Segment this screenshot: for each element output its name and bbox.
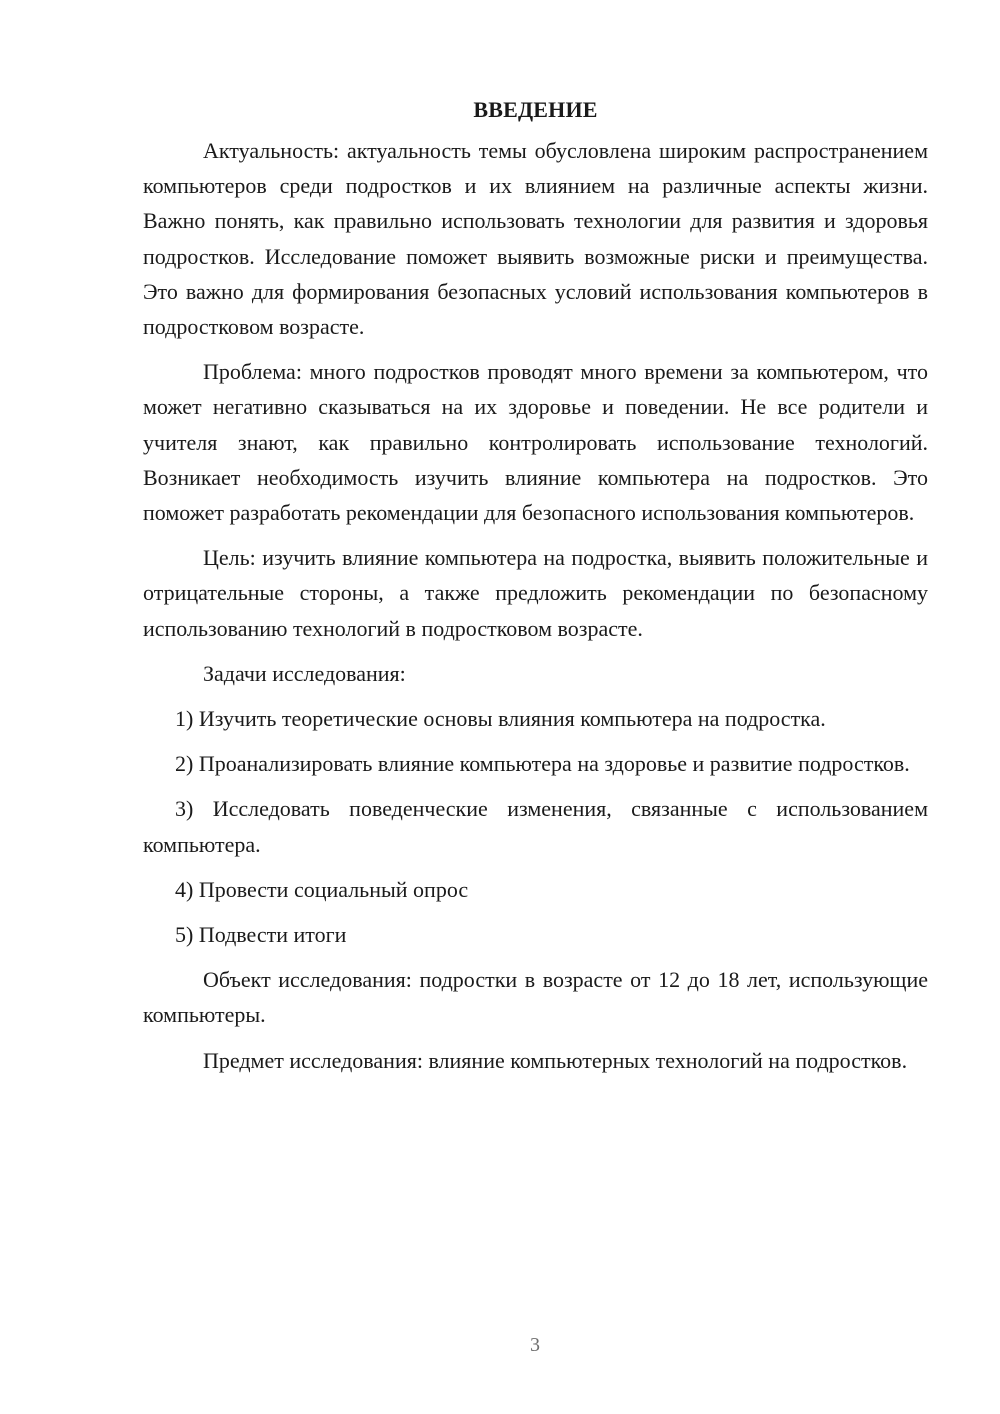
problem-paragraph: Проблема: много подростков проводят много времени за компьютером, что может негативно сказываться на их здоровье и поведении. Не все родители и учителя знают, как правильно контролировать использование технологий. Возникает необходимость изучить влияние компьютера на подростков. Это поможет разработать рекомендации для безопасного использования компьютеров. [143, 359, 928, 526]
object-paragraph: Объект исследования: подростки в возрасте от 12 до 18 лет, использующие компьютеры. [143, 967, 928, 1028]
page-number: 3 [530, 1334, 540, 1356]
goal-paragraph: Цель: изучить влияние компьютера на подростка, выявить положительные и отрицательные стороны, а также предложить рекомендации по безопасному использованию технологий в подростковом возрасте. [143, 545, 928, 641]
relevance-paragraph: Актуальность: актуальность темы обусловлена широким распространением компьютеров среди подростков и их влиянием на различные аспекты жизни. Важно понять, как правильно использовать технологии для развития и здоровья подростков. Исследование поможет выявить возможные риски и преимущества. Это важно для формирования безопасных условий использования компьютеров в подростковом возрасте. [143, 138, 928, 340]
task-item-3: 3) Исследовать поведенческие изменения, связанные с использованием компьютера. [143, 796, 928, 857]
page-title: ВВЕДЕНИЕ [473, 97, 598, 122]
subject-paragraph: Предмет исследования: влияние компьютерных технологий на подростков. [203, 1047, 908, 1073]
task-item-4: 4) Провести социальный опрос [175, 876, 469, 902]
page-content [143, 94, 928, 1078]
task-item-2: 2) Проанализировать влияние компьютера на здоровье и развитие подростков. [175, 751, 910, 777]
tasks-heading: Задачи исследования: [203, 660, 406, 686]
task-item-5: 5) Подвести итоги [175, 922, 347, 948]
task-item-1: 1) Изучить теоретические основы влияния компьютера на подростка. [175, 706, 826, 732]
